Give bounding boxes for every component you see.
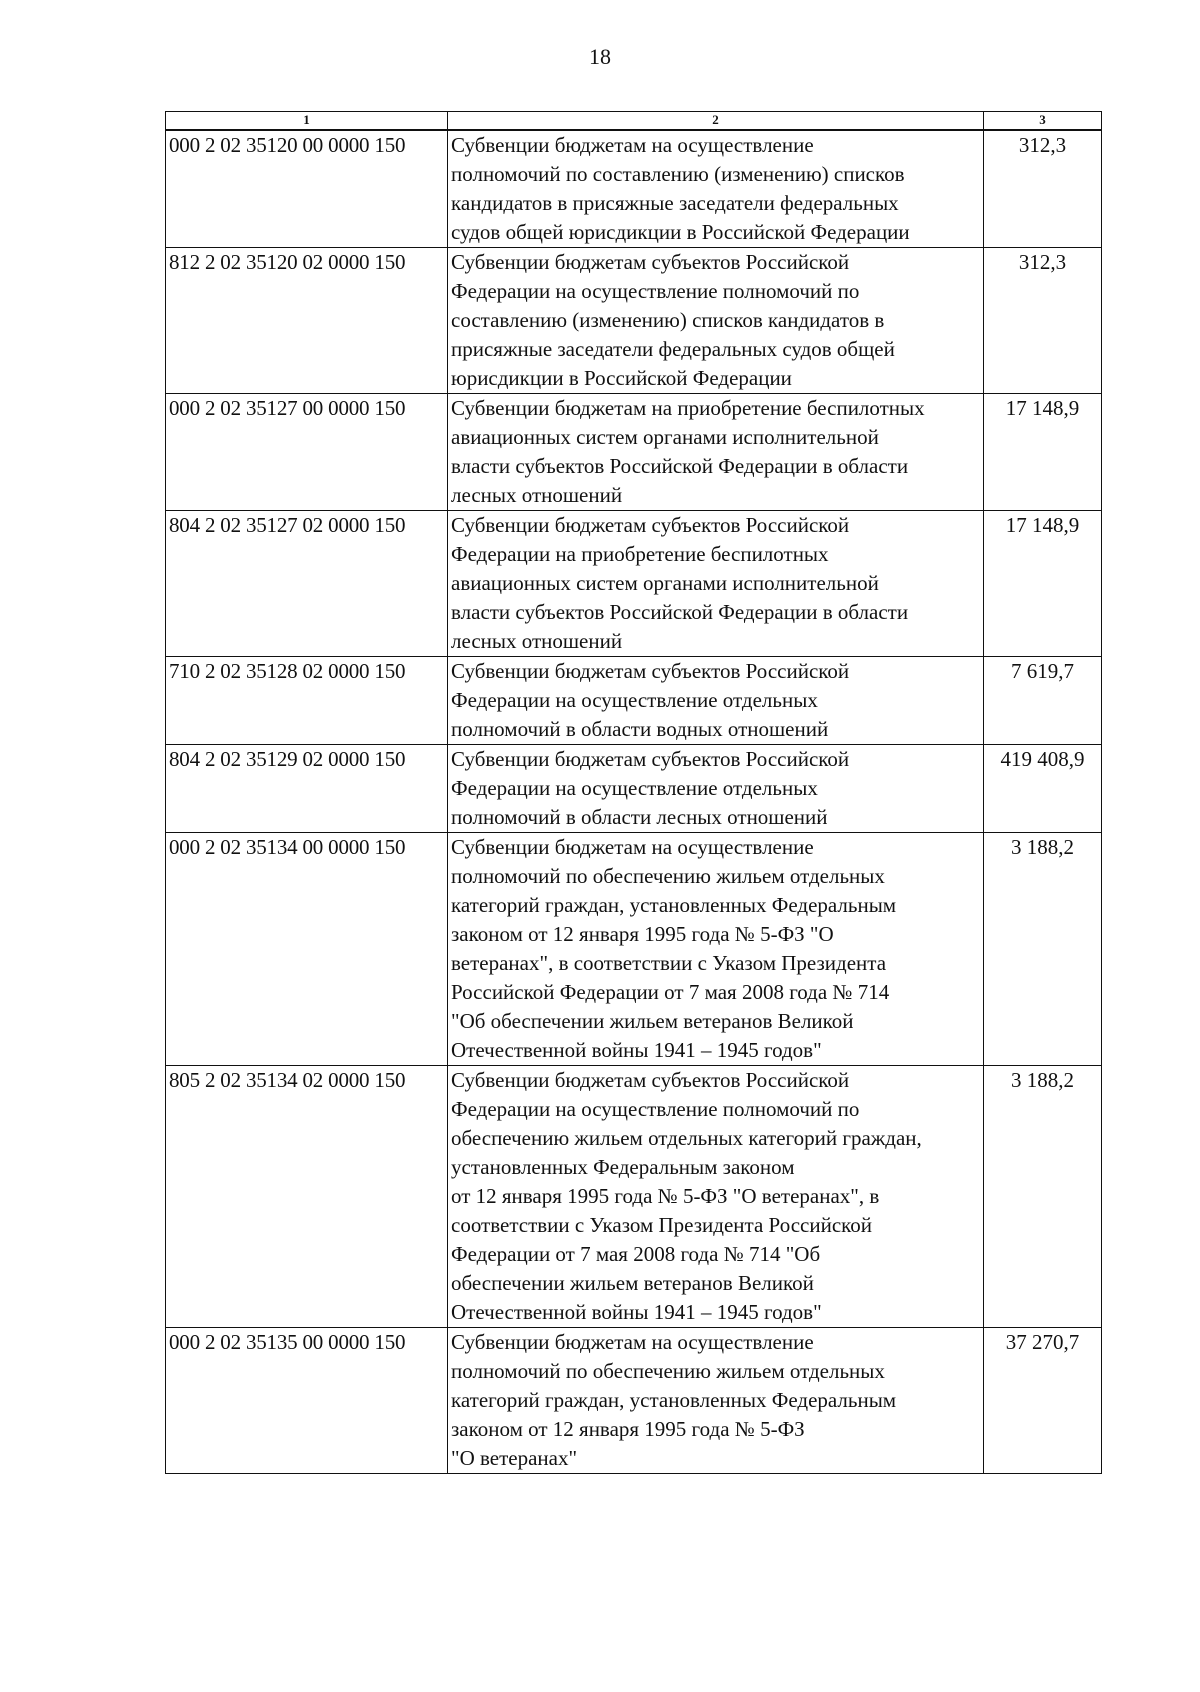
- description-cell: [448, 745, 984, 833]
- description-line: Отечественной войны 1941 – 1945 годов": [451, 1300, 822, 1324]
- description-line: Субвенции бюджетам субъектов Российской: [451, 747, 850, 771]
- budget-code-cell: 000 2 02 35134 00 0000 150: [166, 833, 448, 1066]
- table-row: [166, 1328, 1102, 1474]
- budget-code-cell: 000 2 02 35120 00 0000 150: [166, 130, 448, 248]
- amount-cell: 419 408,9: [984, 745, 1102, 833]
- description-line: Субвенции бюджетам субъектов Российской: [451, 513, 850, 537]
- description-line: Отечественной войны 1941 – 1945 годов": [451, 1038, 822, 1062]
- budget-table: [165, 111, 1102, 1474]
- amount-cell: 312,3: [984, 130, 1102, 248]
- description-line: Субвенции бюджетам на осуществление: [451, 1330, 814, 1354]
- description-cell: [448, 248, 984, 394]
- budget-code-cell: 710 2 02 35128 02 0000 150: [166, 657, 448, 745]
- description-line: категорий граждан, установленных Федеральным: [451, 893, 897, 917]
- description-line: юрисдикции в Российской Федерации: [451, 366, 792, 390]
- description-line: соответствии с Указом Президента Российской: [451, 1213, 873, 1237]
- table-row: [166, 248, 1102, 394]
- description-line: полномочий в области лесных отношений: [451, 805, 828, 829]
- description-line: Субвенции бюджетам субъектов Российской: [451, 250, 850, 274]
- description-line: Федерации на осуществление полномочий по: [451, 279, 860, 303]
- budget-code-cell: 000 2 02 35135 00 0000 150: [166, 1328, 448, 1474]
- amount-cell: 17 148,9: [984, 511, 1102, 657]
- header-col-code: 1: [166, 112, 448, 131]
- description-line: власти субъектов Российской Федерации в области: [451, 454, 909, 478]
- table-row: [166, 657, 1102, 745]
- description-line: Субвенции бюджетам субъектов Российской: [451, 1068, 850, 1092]
- description-line: власти субъектов Российской Федерации в области: [451, 600, 909, 624]
- page-number: 18: [589, 44, 611, 69]
- table-row: [166, 511, 1102, 657]
- budget-code-cell: 805 2 02 35134 02 0000 150: [166, 1066, 448, 1328]
- description-line: судов общей юрисдикции в Российской Федерации: [451, 220, 910, 244]
- description-line: установленных Федеральным законом: [451, 1155, 795, 1179]
- description-cell: [448, 511, 984, 657]
- table-body: [166, 130, 1102, 1474]
- description-line: обеспечении жильем ветеранов Великой: [451, 1271, 814, 1295]
- description-cell: [448, 833, 984, 1066]
- description-line: кандидатов в присяжные заседатели федеральных: [451, 191, 899, 215]
- description-line: авиационных систем органами исполнительной: [451, 571, 879, 595]
- amount-cell: 7 619,7: [984, 657, 1102, 745]
- description-cell: [448, 130, 984, 248]
- description-line: авиационных систем органами исполнительной: [451, 425, 879, 449]
- amount-cell: 37 270,7: [984, 1328, 1102, 1474]
- description-line: полномочий по составлению (изменению) списков: [451, 162, 905, 186]
- budget-code-cell: 812 2 02 35120 02 0000 150: [166, 248, 448, 394]
- description-line: присяжные заседатели федеральных судов общей: [451, 337, 895, 361]
- description-line: Субвенции бюджетам на приобретение беспилотных: [451, 396, 925, 420]
- description-cell: [448, 1066, 984, 1328]
- budget-code-cell: 804 2 02 35127 02 0000 150: [166, 511, 448, 657]
- description-line: Российской Федерации от 7 мая 2008 года № 714: [451, 980, 890, 1004]
- description-line: "Об обеспечении жильем ветеранов Великой: [451, 1009, 854, 1033]
- table-row: [166, 130, 1102, 248]
- amount-cell: 312,3: [984, 248, 1102, 394]
- description-line: полномочий по обеспечению жильем отдельных: [451, 864, 885, 888]
- table-row: [166, 745, 1102, 833]
- budget-code-cell: 804 2 02 35129 02 0000 150: [166, 745, 448, 833]
- table-row: [166, 1066, 1102, 1328]
- description-line: Федерации на приобретение беспилотных: [451, 542, 829, 566]
- table-row: [166, 833, 1102, 1066]
- description-line: обеспечению жильем отдельных категорий граждан,: [451, 1126, 922, 1150]
- amount-cell: 17 148,9: [984, 394, 1102, 511]
- description-line: Федерации на осуществление отдельных: [451, 776, 818, 800]
- budget-code-cell: 000 2 02 35127 00 0000 150: [166, 394, 448, 511]
- table-header: [166, 112, 1102, 131]
- description-cell: [448, 394, 984, 511]
- description-line: Субвенции бюджетам на осуществление: [451, 133, 814, 157]
- description-line: лесных отношений: [451, 483, 623, 507]
- header-col-description: 2: [448, 112, 984, 131]
- description-line: полномочий по обеспечению жильем отдельных: [451, 1359, 885, 1383]
- header-row: [166, 112, 1102, 131]
- description-cell: [448, 1328, 984, 1474]
- table-row: [166, 394, 1102, 511]
- description-line: ветеранах", в соответствии с Указом Президента: [451, 951, 887, 975]
- description-line: лесных отношений: [451, 629, 623, 653]
- description-line: составлению (изменению) списков кандидатов в: [451, 308, 885, 332]
- description-line: полномочий в области водных отношений: [451, 717, 829, 741]
- header-col-amount: 3: [984, 112, 1102, 131]
- description-line: Субвенции бюджетам субъектов Российской: [451, 659, 850, 683]
- description-line: Федерации на осуществление отдельных: [451, 688, 818, 712]
- amount-cell: 3 188,2: [984, 1066, 1102, 1328]
- description-line: законом от 12 января 1995 года № 5-ФЗ: [451, 1417, 805, 1441]
- description-line: Федерации на осуществление полномочий по: [451, 1097, 860, 1121]
- description-line: законом от 12 января 1995 года № 5-ФЗ "О: [451, 922, 834, 946]
- description-line: от 12 января 1995 года № 5-ФЗ "О ветеранах", в: [451, 1184, 880, 1208]
- description-line: категорий граждан, установленных Федеральным: [451, 1388, 897, 1412]
- description-line: Федерации от 7 мая 2008 года № 714 "Об: [451, 1242, 821, 1266]
- description-line: Субвенции бюджетам на осуществление: [451, 835, 814, 859]
- description-line: "О ветеранах": [451, 1446, 578, 1470]
- amount-cell: 3 188,2: [984, 833, 1102, 1066]
- description-cell: [448, 657, 984, 745]
